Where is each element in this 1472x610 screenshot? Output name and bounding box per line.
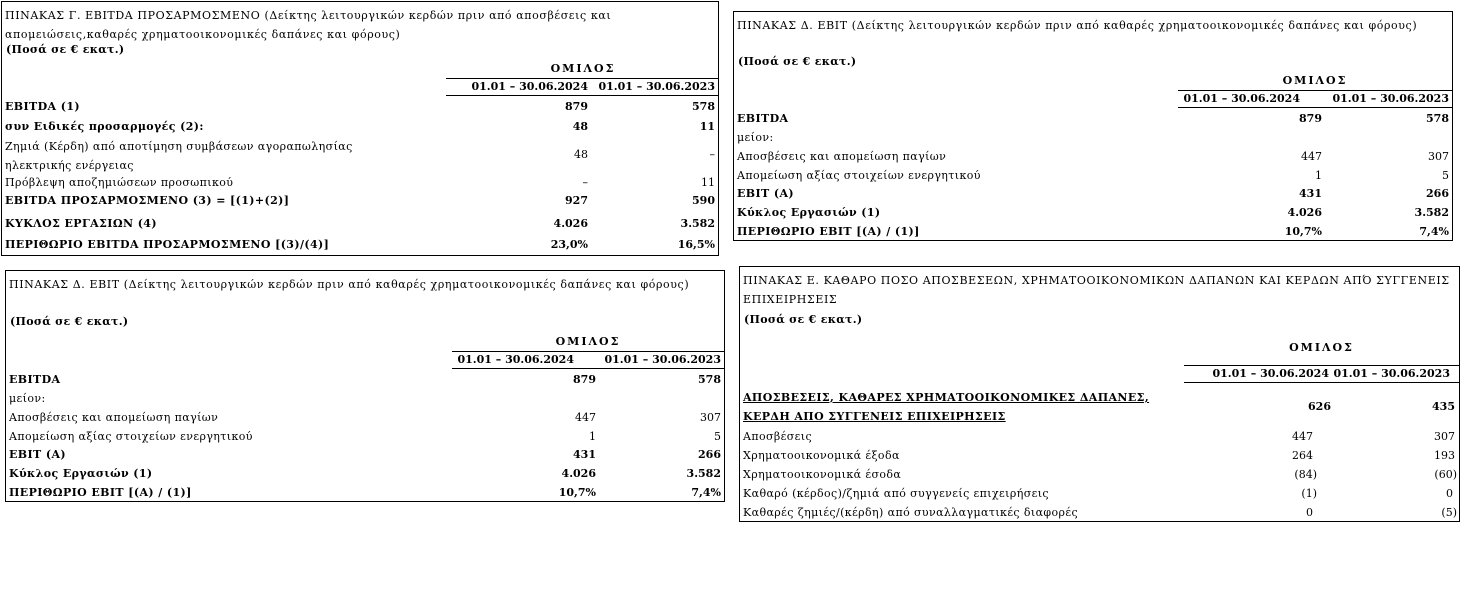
table-row: [2, 137, 718, 175]
amounts-note: (Ποσά σε € εκατ.): [738, 55, 857, 68]
row-value-2023: 578: [1426, 112, 1449, 125]
table-d-ebit-left: [5, 270, 725, 502]
table-row: [740, 388, 1459, 426]
row-value-2024: 4.026: [553, 217, 588, 230]
group-header: ΟΜΙΛΟΣ: [1289, 341, 1354, 354]
row-label: Ζημιά (Κέρδη) από αποτίμηση συμβάσεων αγοραπωλησίας ηλεκτρικής ενέργειας: [5, 140, 353, 172]
row-value-2023: 307: [700, 411, 721, 424]
table-title: ΠΙΝΑΚΑΣ Δ. EBIT (Δείκτης λειτουργικών κερδών πριν από καθαρές χρηματοοικονομικές δαπάνες και φόρους): [737, 19, 1418, 32]
row-label: Αποσβέσεις και απομείωση παγίων: [9, 411, 219, 424]
amounts-note: (Ποσά σε € εκατ.): [10, 315, 129, 328]
row-value-2023: 5: [714, 430, 721, 443]
row-label: EBITDA (1): [5, 100, 80, 113]
amounts-note: (Ποσά σε € εκατ.): [6, 43, 125, 56]
column-header-row: [446, 78, 718, 96]
column-header-2023: 01.01 – 30.06.2023: [1333, 367, 1450, 380]
row-value-2023: 0: [1446, 487, 1453, 500]
row-label: ΠΕΡΙΘΩΡΙΟ EBIT [(A) / (1)]: [9, 486, 192, 499]
row-label: Χρηματοοικονομικά έξοδα: [743, 449, 900, 462]
row-value-2024: 431: [573, 448, 596, 461]
row-value-2024: –: [582, 176, 588, 189]
row-value-2023: –: [709, 148, 715, 161]
table-c-ebitda-adjusted: [1, 1, 719, 256]
column-header-2024: 01.01 – 30.06.2024: [471, 80, 588, 93]
row-value-2023: (5): [1441, 506, 1457, 519]
column-header-2023: 01.01 – 30.06.2023: [1332, 92, 1449, 105]
row-value-2023: 16,5%: [677, 238, 715, 251]
column-header-row: [1178, 90, 1452, 108]
row-label: συν Ειδικές προσαρμογές (2):: [5, 120, 204, 133]
row-value-2024: (1): [1301, 487, 1317, 500]
table-title: ΠΙΝΑΚΑΣ Γ. EBITDA ΠΡΟΣΑΡΜΟΣΜΕΝΟ (Δείκτης λειτουργικών κερδών πριν από αποσβέσεις και απομειώσεις,καθαρές χρηματοοικονομικές δαπάνες και φόρους): [5, 9, 612, 41]
group-header: ΟΜΙΛΟΣ: [1282, 74, 1348, 87]
row-value-2023: 5: [1442, 169, 1449, 182]
row-value-2024: 879: [573, 373, 596, 386]
row-value-2023: 7,4%: [1419, 225, 1449, 238]
row-label: Χρηματοοικονομικά έσοδα: [743, 468, 902, 481]
row-value-2024: 4.026: [561, 467, 596, 480]
row-value-2023: 266: [1426, 187, 1449, 200]
row-value-2024: 879: [1299, 112, 1322, 125]
row-value-2023: 307: [1428, 150, 1449, 163]
row-value-2023: (60): [1434, 468, 1457, 481]
row-value-2023: 578: [692, 100, 715, 113]
column-header-2024: 01.01 – 30.06.2024: [457, 353, 574, 366]
row-label: Αποσβέσεις και απομείωση παγίων: [737, 150, 947, 163]
row-value-2024: 10,7%: [558, 486, 596, 499]
row-label: Καθαρό (κέρδος)/ζημιά από συγγενείς επιχειρήσεις: [743, 487, 1049, 500]
row-value-2023: 266: [698, 448, 721, 461]
row-value-2023: 7,4%: [691, 486, 721, 499]
table-title: ΠΙΝΑΚΑΣ Δ. EBIT (Δείκτης λειτουργικών κερδών πριν από καθαρές χρηματοοικονομικές δαπάνες και φόρους): [9, 278, 690, 291]
row-value-2023: 590: [692, 194, 715, 207]
group-header: ΟΜΙΛΟΣ: [555, 335, 621, 348]
row-label: ΑΠΟΣΒΕΣΕΙΣ, ΚΑΘΑΡΕΣ ΧΡΗΜΑΤΟΟΙΚΟΝΟΜΙΚΕΣ ΔΑΠΑΝΕΣ, ΚΕΡΔΗ ΑΠΟ ΣΥΓΓΕΝΕΙΣ ΕΠΙΧΕΙΡΗΣΕΙΣ: [743, 391, 1150, 423]
row-label: EBITDA: [737, 112, 789, 125]
row-value-2024: 447: [575, 411, 596, 424]
row-value-2023: 3.582: [1414, 206, 1449, 219]
amounts-note: (Ποσά σε € εκατ.): [744, 313, 863, 326]
column-header-2024: 01.01 – 30.06.2024: [1212, 367, 1329, 380]
row-label: Κύκλος Εργασιών (1): [9, 467, 153, 480]
column-header-row: [452, 351, 724, 369]
row-value-2024: 447: [1301, 150, 1322, 163]
row-value-2024: 1: [1315, 169, 1322, 182]
row-label: EBITDA ΠΡΟΣΑΡΜΟΣΜΕΝΟ (3) = [(1)+(2)]: [5, 194, 290, 207]
row-label: EBITDA: [9, 373, 61, 386]
row-value-2024: 48: [572, 120, 588, 133]
column-header-row: [1184, 365, 1459, 383]
row-label: Απομείωση αξίας στοιχείων ενεργητικού: [9, 430, 253, 443]
row-value-2024: 447: [1292, 430, 1313, 443]
row-label: μείον:: [9, 392, 46, 405]
row-value-2023: 3.582: [680, 217, 715, 230]
row-value-2023: 3.582: [686, 467, 721, 480]
table-e-net-depreciation-finance: [739, 266, 1460, 522]
row-value-2023: 193: [1434, 449, 1455, 462]
row-value-2023: 11: [701, 176, 715, 189]
row-label: Απομείωση αξίας στοιχείων ενεργητικού: [737, 169, 981, 182]
row-value-2023: 307: [1434, 430, 1455, 443]
row-label: Καθαρές ζημιές/(κέρδη) από συναλλαγματικές διαφορές: [743, 506, 1079, 519]
row-value-2024: 879: [565, 100, 588, 113]
row-value-2023: 11: [699, 120, 715, 133]
row-label: ΠΕΡΙΘΩΡΙΟ EBIT [(A) / (1)]: [737, 225, 920, 238]
column-header-2024: 01.01 – 30.06.2024: [1183, 92, 1300, 105]
row-value-2023: 435: [1432, 400, 1455, 413]
row-label: ΚΥΚΛΟΣ ΕΡΓΑΣΙΩΝ (4): [5, 217, 157, 230]
row-value-2024: 0: [1306, 506, 1313, 519]
row-value-2024: 1: [589, 430, 596, 443]
row-label: Αποσβέσεις: [743, 430, 813, 443]
table-d-ebit-right: [733, 11, 1453, 241]
row-label: EBIT (A): [9, 448, 66, 461]
row-label: ΠΕΡΙΘΩΡΙΟ EBITDA ΠΡΟΣΑΡΜΟΣΜΕΝΟ [(3)/(4)]: [5, 238, 330, 251]
row-value-2024: 626: [1308, 400, 1331, 413]
row-value-2024: 4.026: [1287, 206, 1322, 219]
row-value-2024: 431: [1299, 187, 1322, 200]
column-header-2023: 01.01 – 30.06.2023: [598, 80, 715, 93]
row-value-2024: 264: [1292, 449, 1313, 462]
row-value-2024: 10,7%: [1284, 225, 1322, 238]
row-value-2024: 48: [574, 148, 588, 161]
row-label: EBIT (A): [737, 187, 794, 200]
table-title: ΠΙΝΑΚΑΣ Ε. ΚΑΘΑΡΟ ΠΟΣΟ ΑΠΟΣΒΕΣΕΩΝ, ΧΡΗΜΑΤΟΟΙΚΟΝΟΜΙΚΩΝ ΔΑΠΑΝΩΝ ΚΑΙ ΚΕΡΔΩΝ ΑΠΌ ΣΥΓΓΕΝΕΙΣ ΕΠΙΧΕΙΡΗΣΕΙΣ: [743, 274, 1450, 306]
row-value-2024: 927: [565, 194, 588, 207]
row-label: Πρόβλεψη αποζημιώσεων προσωπικού: [5, 176, 234, 189]
row-value-2024: (84): [1294, 468, 1317, 481]
row-value-2024: 23,0%: [550, 238, 588, 251]
row-label: μείον:: [737, 131, 774, 144]
row-label: Κύκλος Εργασιών (1): [737, 206, 881, 219]
group-header: ΟΜΙΛΟΣ: [550, 62, 616, 75]
row-value-2023: 578: [698, 373, 721, 386]
column-header-2023: 01.01 – 30.06.2023: [604, 353, 721, 366]
